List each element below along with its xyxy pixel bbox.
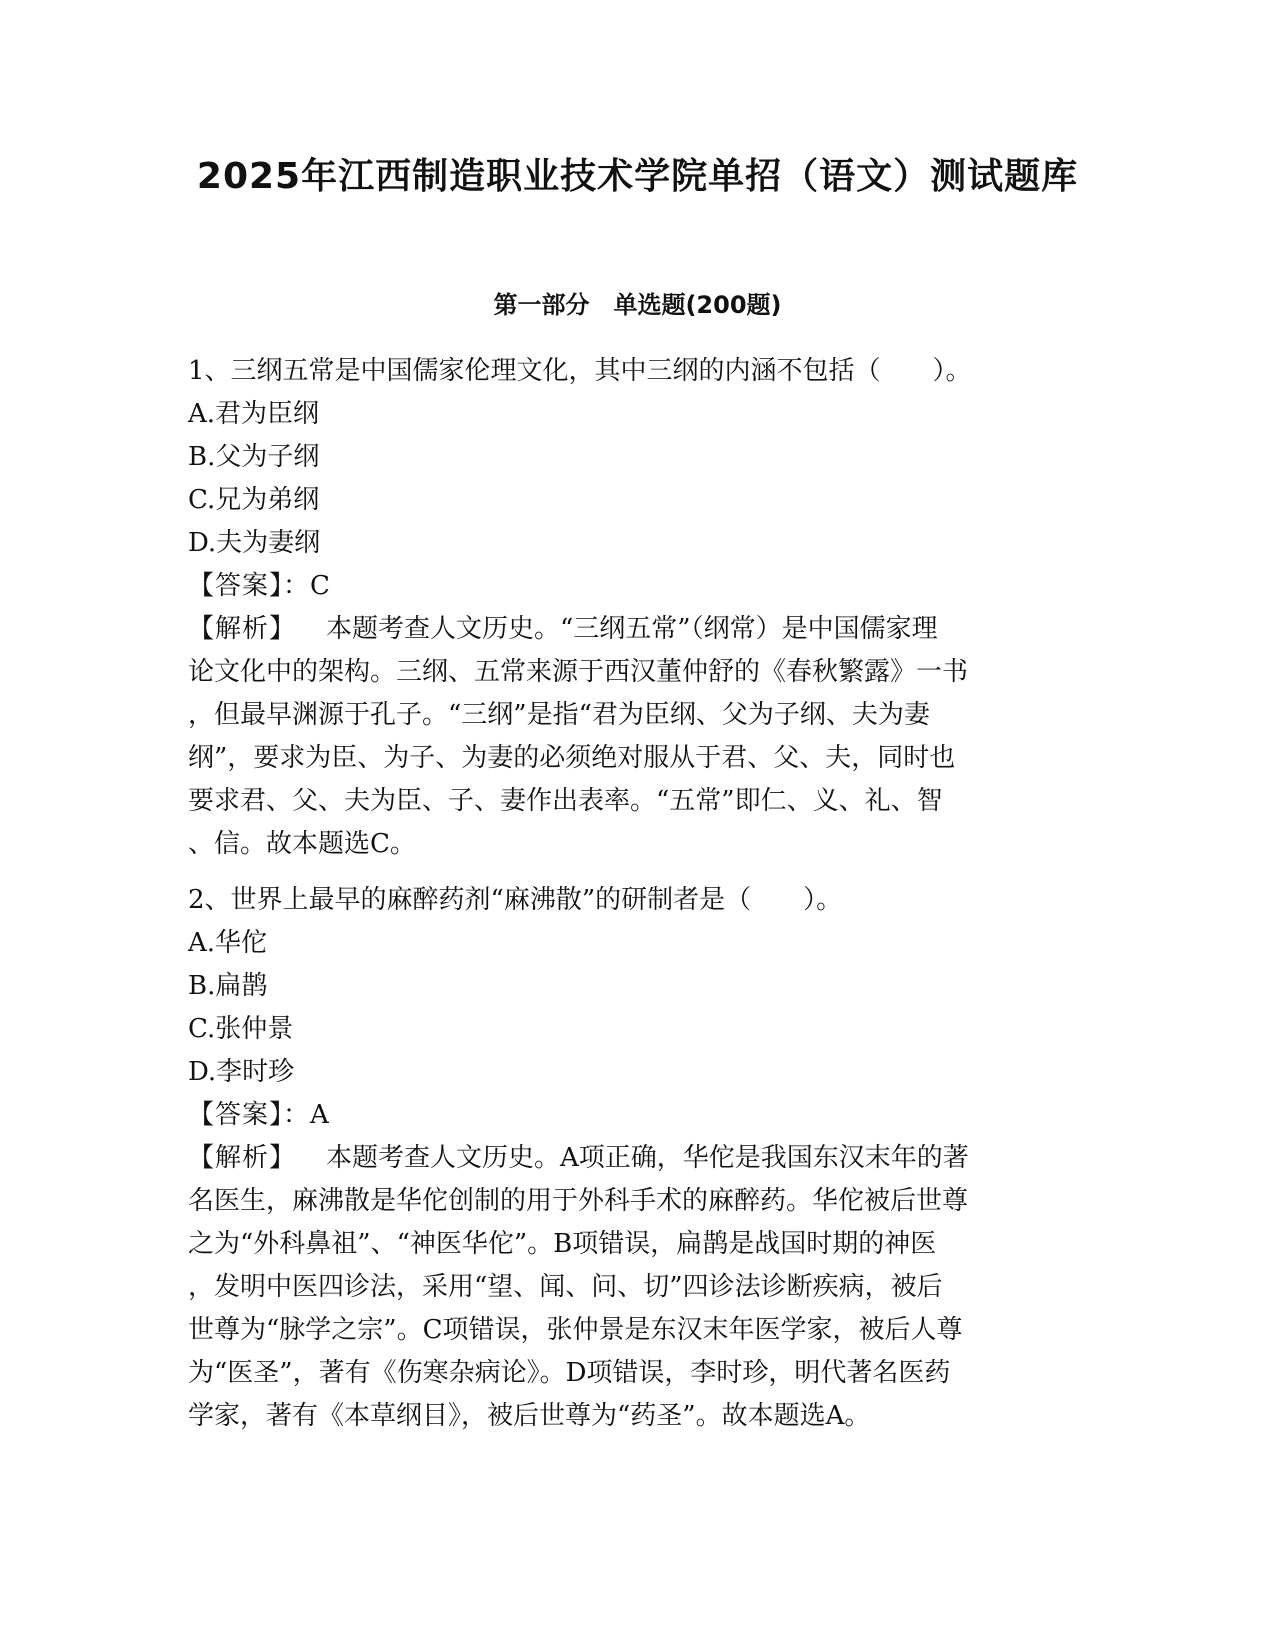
question-2 [188,879,1088,1438]
answer-line [188,1094,1088,1137]
analysis-line: 世尊为“脉学之宗”。C项错误，张仲景是东汉末年医学家，被后人尊 [188,1315,963,1345]
analysis-line: 、信。故本题选C。 [188,829,416,859]
question-list [188,350,1088,1438]
analysis-line: 论文化中的架构。三纲、五常来源于西汉董仲舒的《春秋繁露》一书 [188,657,969,687]
analysis-line: ，但最早渊源于孔子。“三纲”是指“君为臣纲、父为子纲、夫为妻 [188,700,930,730]
analysis-tag: 【解析】 [188,614,297,644]
document-title: 2025年江西制造职业技术学院单招（语文）测试题库 [196,156,1079,197]
answer-tag: 【答案】： [188,571,311,601]
analysis-line: 名医生，麻沸散是华佗创制的用于外科手术的麻醉药。华佗被后世尊 [188,1186,969,1216]
option-c: C.张仲景 [188,1014,294,1044]
analysis-line [188,1137,1088,1180]
analysis-line: 学家，著有《本草纲目》，被后世尊为“药圣”。故本题选A。 [188,1401,871,1431]
analysis-line: 为“医圣”，著有《伤寒杂病论》。D项错误，李时珍，明代著名医药 [188,1358,951,1388]
analysis-line: 之为“外科鼻祖”、“神医华佗”。B项错误，扁鹊是战国时期的神医 [188,1229,937,1259]
question-1 [188,350,1088,866]
section-title: 第一部分 单选题(200题) [493,291,782,319]
analysis-line [188,608,1088,651]
answer-line [188,565,1088,608]
option-d: D.李时珍 [188,1057,295,1087]
analysis-text: 本题考查人文历史。A项正确，华佗是我国东汉末年的著 [326,1143,969,1173]
answer-value: A [310,1100,329,1130]
option-d: D.夫为妻纲 [188,528,321,558]
option-c: C.兄为弟纲 [188,485,320,515]
analysis-text: 本题考查人文历史。“三纲五常”（纲常）是中国儒家理 [326,614,938,644]
option-a: A.君为臣纲 [188,399,320,429]
option-b: B.扁鹊 [188,971,268,1001]
option-b: B.父为子纲 [188,442,320,472]
answer-tag: 【答案】： [188,1100,311,1130]
analysis-line: ，发明中医四诊法，采用“望、闻、问、切”四诊法诊断疾病，被后 [188,1272,943,1302]
option-a: A.华佗 [188,928,268,958]
question-stem: 1、三纲五常是中国儒家伦理文化，其中三纲的内涵不包括（ ）。 [188,356,972,386]
question-stem: 2、世界上最早的麻醉药剂“麻沸散”的研制者是（ ）。 [188,885,843,915]
analysis-line: 纲”，要求为臣、为子、为妻的必须绝对服从于君、父、夫，同时也 [188,743,956,773]
analysis-tag: 【解析】 [188,1143,297,1173]
answer-value: C [310,571,330,601]
analysis-line: 要求君、父、夫为臣、子、妻作出表率。“五常”即仁、义、礼、智 [188,786,943,816]
